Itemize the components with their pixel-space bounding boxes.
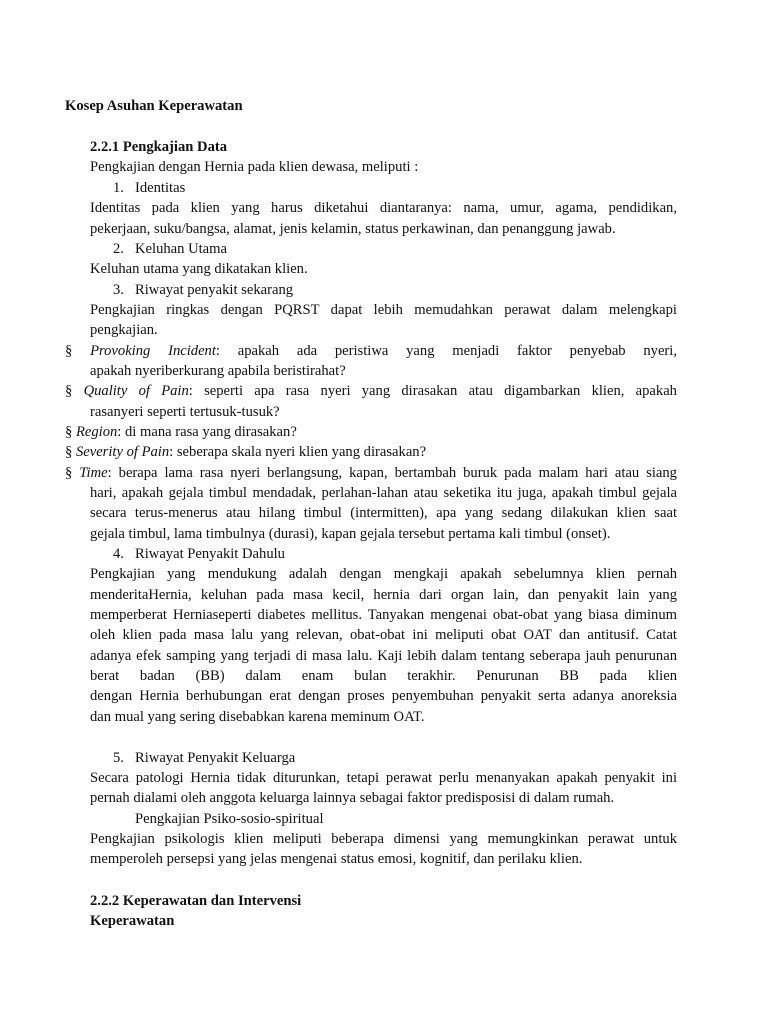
list-item-riwayat-sekarang: 3. Riwayat penyakit sekarang	[113, 282, 294, 298]
paragraph-line: menderitaHernia, keluhan pada masa kecil, hernia dari organ lain, dan penyakit lain yang	[90, 587, 677, 603]
intro-text: Pengkajian dengan Hernia pada klien dewasa, meliputi :	[90, 159, 419, 175]
paragraph-line: Keluhan utama yang dikatakan klien.	[90, 261, 308, 277]
bullet-time: § Time: berapa lama rasa nyeri berlangsung, kapan, bertambah buruk pada malam hari atau siang	[65, 465, 677, 481]
bullet-continuation: secara terus-menerus atau hilang timbul (intermitten), apa yang sedang dilakukan klien saat	[90, 505, 677, 521]
section-heading-2-2-2: 2.2.2 Keperawatan dan Intervensi	[90, 893, 302, 909]
paragraph-line: pernah dialami oleh anggota keluarga lainnya sebagai faktor predisposisi di dalam rumah.	[90, 790, 615, 806]
bullet-continuation: gejala timbul, lama timbulnya (durasi), kapan gejala tersebut pertama kali timbul (onset).	[90, 526, 611, 542]
bullet-continuation: apakah nyeriberkurang apabila beristirahat?	[90, 363, 346, 379]
paragraph-line: oleh klien pada masa lalu yang relevan, obat-obat ini meliputi obat OAT dan antitusif. Catat	[90, 627, 677, 643]
paragraph-line: Pengkajian psikologis klien meliputi beberapa dimensi yang memungkinkan perawat untuk	[90, 831, 677, 847]
paragraph-line: Pengkajian yang mendukung adalah dengan mengkaji apakah sebelumnya klien pernah	[90, 566, 677, 582]
section-heading-continuation: Keperawatan	[90, 913, 175, 929]
paragraph-line: memperberat Herniaseperti diabetes mellitus. Tanyakan mengenai obat-obat yang biasa diminum	[90, 607, 677, 623]
paragraph-line: berat badan (BB) dalam enam bulan terakhir. Penurunan BB pada klien	[90, 668, 677, 684]
list-item-psiko-sosio-spiritual: Pengkajian Psiko-sosio-spiritual	[135, 811, 324, 827]
list-item-keluhan-utama: 2. Keluhan Utama	[113, 241, 227, 257]
list-item-identitas: 1. Identitas	[113, 180, 186, 196]
paragraph-line: pengkajian.	[90, 322, 158, 338]
paragraph-line: dan mual yang sering disebabkan karena meminum OAT.	[90, 709, 425, 725]
list-item-riwayat-dahulu: 4. Riwayat Penyakit Dahulu	[113, 546, 285, 562]
document-title: Kosep Asuhan Keperawatan	[65, 98, 243, 114]
bullet-continuation: hari, apakah gejala timbul mendadak, perlahan-lahan atau seketika itu juga, apakah timbul gejala	[90, 485, 677, 501]
paragraph-line: memperoleh persepsi yang jelas mengenai status emosi, kognitif, dan perilaku klien.	[90, 851, 583, 867]
paragraph-line: Pengkajian ringkas dengan PQRST dapat lebih memudahkan perawat dalam melengkapi	[90, 302, 677, 318]
bullet-continuation: rasanyeri seperti tertusuk-tusuk?	[90, 404, 280, 420]
paragraph-line: pekerjaan, suku/bangsa, alamat, jenis kelamin, status perkawinan, dan penanggung jawab.	[90, 221, 616, 237]
bullet-provoking: § Provoking Incident: apakah ada peristiwa yang menjadi faktor penyebab nyeri,	[65, 343, 677, 359]
paragraph-line: dengan Hernia berhubungan erat dengan proses penyembuhan penyakit serta adanya anoreksia	[90, 688, 677, 704]
paragraph-line: Identitas pada klien yang harus diketahui diantaranya: nama, umur, agama, pendidikan,	[90, 200, 677, 216]
list-item-riwayat-keluarga: 5. Riwayat Penyakit Keluarga	[113, 750, 296, 766]
bullet-region: § Region: di mana rasa yang dirasakan?	[65, 424, 297, 440]
bullet-severity: § Severity of Pain: seberapa skala nyeri klien yang dirasakan?	[65, 444, 427, 460]
paragraph-line: Secara patologi Hernia tidak diturunkan, tetapi perawat perlu menanyakan apakah penyakit ini	[90, 770, 677, 786]
bullet-quality: § Quality of Pain: seperti apa rasa nyeri yang dirasakan atau digambarkan klien, apakah	[65, 383, 677, 399]
section-heading-2-2-1: 2.2.1 Pengkajian Data	[90, 139, 228, 155]
paragraph-line: adanya efek samping yang terjadi di masa lalu. Kaji lebih dalam tentang seberapa jauh penurunan	[90, 648, 677, 664]
